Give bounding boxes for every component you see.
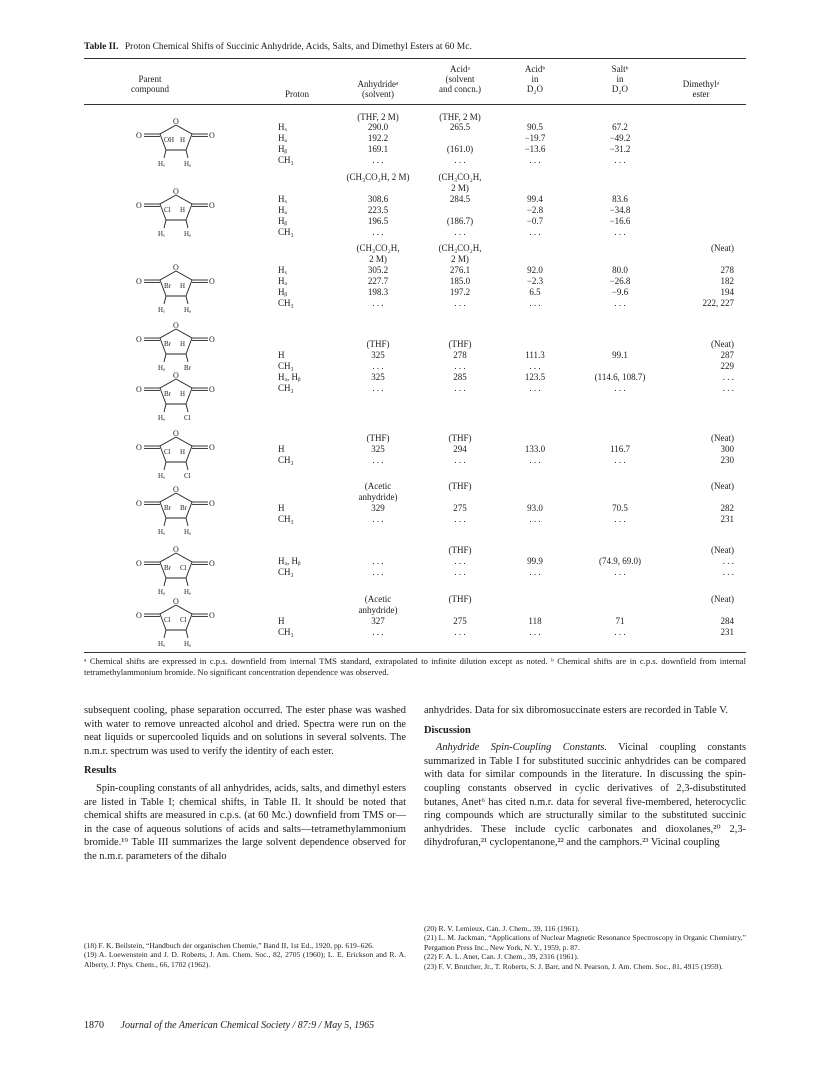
cell-ester: 194	[720, 287, 734, 297]
cell-anhydride: . . .	[372, 361, 384, 371]
svg-text:H: H	[180, 136, 186, 144]
cell-ester: (Neat)	[711, 594, 734, 604]
results-heading: Results	[84, 765, 117, 777]
cell-acid-solvent: (CH₃CO₂H,	[438, 172, 482, 182]
cell-anhydride: (CH₃CO₂H,	[356, 243, 400, 253]
cell-anhydride: 325	[371, 372, 385, 382]
svg-text:O: O	[136, 559, 142, 568]
reference-18: (18) F. K. Beilstein, “Handbuch der organischen Chemie,” Band II, 1st Ed., 1920, pp. 619–626.	[84, 941, 374, 950]
cell-acid-solvent: . . .	[454, 567, 466, 577]
cell-acid-d2o: −2.8	[526, 205, 544, 215]
svg-text:O: O	[136, 335, 142, 344]
cell-salt-d2o: 80.0	[612, 265, 628, 275]
svg-text:O: O	[173, 263, 179, 272]
cell-acid-d2o: 90.5	[527, 122, 543, 132]
cell-acid-d2o: −19.7	[524, 133, 546, 143]
cell-anhydride: 329	[371, 503, 385, 513]
svg-text:Cl: Cl	[164, 448, 171, 456]
cell-anhydride: (THF, 2 M)	[357, 112, 399, 122]
cell-acid-solvent: (186.7)	[446, 216, 474, 226]
cell-anhydride: 169.1	[367, 144, 389, 154]
cell-ester: . . .	[722, 567, 734, 577]
cell-acid-d2o: . . .	[529, 383, 541, 393]
cell-acid-d2o: . . .	[529, 455, 541, 465]
header-anhydride: Anhydrideᵃ (solvent)	[357, 79, 399, 99]
svg-text:O: O	[136, 201, 142, 210]
cell-anhydride: 196.5	[367, 216, 389, 226]
cell-salt-d2o: . . .	[614, 514, 626, 524]
succinic-anhydride-structure	[126, 114, 236, 174]
cell-salt-d2o: −16.6	[609, 216, 631, 226]
cell-anhydride: 325	[371, 350, 385, 360]
svg-text:O: O	[209, 335, 215, 344]
cell-acid-solvent: 285	[453, 372, 467, 382]
svg-text:O: O	[209, 201, 215, 210]
cell-acid-d2o: . . .	[529, 155, 541, 165]
cell-acid-solvent: 278	[453, 350, 467, 360]
cell-acid-solvent: 284.5	[449, 194, 471, 204]
succinic-anhydride-structure	[126, 594, 236, 654]
cell-proton: CH₃	[278, 514, 294, 524]
cell-salt-d2o: (74.9, 69.0)	[599, 556, 641, 566]
discussion-heading: Discussion	[424, 724, 471, 736]
svg-text:O: O	[136, 611, 142, 620]
cell-acid-d2o: 6.5	[529, 287, 541, 297]
cell-ester: (Neat)	[711, 481, 734, 491]
table-bottom-rule	[84, 652, 746, 653]
svg-text:O: O	[173, 117, 179, 126]
journal-citation: Journal of the American Chemical Society / 87:9 / May 5, 1965	[120, 1020, 375, 1031]
svg-text:Cl: Cl	[184, 472, 191, 480]
cell-acid-solvent: (THF, 2 M)	[439, 112, 481, 122]
svg-text:O: O	[136, 385, 142, 394]
cell-proton: Hₓ	[278, 194, 288, 204]
svg-text:Hₐ: Hₐ	[184, 306, 191, 314]
svg-text:Hₐ: Hₐ	[158, 588, 165, 596]
cell-anhydride: 198.3	[367, 287, 389, 297]
svg-text:H: H	[180, 340, 186, 348]
cell-ester: 278	[720, 265, 734, 275]
cell-proton: H	[278, 616, 285, 626]
cell-proton: H	[278, 444, 285, 454]
cell-acid-d2o: . . .	[529, 514, 541, 524]
cell-acid-d2o: −2.3	[526, 276, 544, 286]
cell-proton: CH₃	[278, 567, 294, 577]
cell-anhydride: 2 M)	[369, 254, 387, 264]
cell-acid-solvent: (THF)	[448, 545, 472, 555]
right-paragraph-1: anhydrides. Data for six dibromosuccinate esters are recorded in Table V.	[424, 705, 728, 716]
cell-anhydride: . . .	[372, 227, 384, 237]
cell-proton: Hₐ	[278, 205, 287, 215]
left-paragraph-1: subsequent cooling, phase separation occurred. The ester phase was washed with water to remove unreacted alcohol and dried. Spectra were run on the neat liquids or supercooled liquids and on solutions in several solvents. The n.m.r. spectrum was used to verify the identity of each ester.	[84, 705, 406, 757]
cell-anhydride: 227.7	[367, 276, 389, 286]
cell-proton: Hₐ	[278, 133, 287, 143]
svg-text:Hₓ: Hₓ	[158, 306, 166, 314]
cell-proton: Hₐ	[278, 276, 287, 286]
cell-proton: Hₐ, Hᵦ	[278, 556, 301, 566]
cell-acid-d2o: 133.0	[524, 444, 546, 454]
cell-anhydride: 308.6	[367, 194, 389, 204]
table-title: Proton Chemical Shifts of Succinic Anhydride, Acids, Salts, and Dimethyl Esters at 60 Mc.	[124, 42, 472, 52]
cell-salt-d2o: . . .	[614, 627, 626, 637]
cell-ester: 284	[720, 616, 734, 626]
cell-anhydride: (Acetic	[364, 481, 392, 491]
succinic-anhydride-structure	[126, 542, 236, 602]
cell-ester: 231	[720, 514, 734, 524]
cell-acid-solvent: (161.0)	[446, 144, 474, 154]
cell-anhydride: (THF)	[366, 339, 390, 349]
cell-ester: 287	[720, 350, 734, 360]
svg-text:O: O	[209, 443, 215, 452]
cell-acid-d2o: −13.6	[524, 144, 546, 154]
subsection-title: Anhydride Spin-Coupling Constants.	[436, 742, 607, 754]
svg-text:OH: OH	[164, 136, 175, 144]
cell-anhydride: anhydride)	[358, 605, 398, 615]
svg-text:Hₓ: Hₓ	[158, 230, 166, 238]
header-dimethyl-ester: Dimethylᵃ ester	[682, 79, 720, 99]
cell-proton: Hᵦ	[278, 144, 288, 154]
succinic-anhydride-structure	[126, 260, 236, 320]
svg-text:O: O	[173, 187, 179, 196]
table-top-rule	[84, 58, 746, 59]
cell-anhydride: 327	[371, 616, 385, 626]
svg-text:H: H	[180, 282, 186, 290]
cell-acid-d2o: 99.4	[527, 194, 543, 204]
cell-anhydride: 325	[371, 444, 385, 454]
reference-22: (22) F. A. L. Anet, Can. J. Chem., 39, 2316 (1961).	[424, 952, 579, 962]
table-label: Table II.	[84, 42, 119, 52]
svg-text:Hₐ: Hₐ	[184, 528, 191, 536]
cell-ester: (Neat)	[711, 433, 734, 443]
cell-acid-solvent: 275	[453, 503, 467, 513]
svg-text:O: O	[136, 277, 142, 286]
svg-text:Cl: Cl	[184, 414, 191, 422]
cell-ester: . . .	[722, 556, 734, 566]
header-acid-solvent: Acidᵃ (solvent and concn.)	[439, 64, 481, 94]
right-column	[424, 704, 746, 850]
cell-ester: 182	[720, 276, 734, 286]
cell-acid-d2o: −0.7	[526, 216, 544, 226]
cell-acid-solvent: . . .	[454, 155, 466, 165]
svg-text:O: O	[209, 131, 215, 140]
cell-anhydride: . . .	[372, 514, 384, 524]
right-references	[424, 924, 746, 971]
cell-acid-solvent: 197.2	[449, 287, 471, 297]
svg-text:H: H	[180, 448, 186, 456]
cell-acid-solvent: . . .	[454, 361, 466, 371]
cell-salt-d2o: −9.6	[611, 287, 629, 297]
svg-text:O: O	[209, 385, 215, 394]
cell-salt-d2o: 67.2	[612, 122, 628, 132]
cell-acid-d2o: . . .	[529, 567, 541, 577]
left-references	[84, 941, 406, 969]
cell-anhydride: . . .	[372, 567, 384, 577]
svg-text:Hₐ: Hₐ	[184, 588, 191, 596]
svg-text:Br: Br	[164, 504, 171, 512]
cell-proton: Hᵦ	[278, 287, 288, 297]
svg-text:Hₐ: Hₐ	[158, 528, 165, 536]
cell-ester: 300	[720, 444, 734, 454]
left-paragraph-2: Spin-coupling constants of all anhydrides, acids, salts, and dimethyl esters are listed in Table I; chemical shifts, in Table II. It should be noted that chemical shifts are measured in c.p.s. (at 60 Mc.) downfield from TMS or—in the case of aqueous solutions of acids and salts—tetramethylammonium bromide.¹⁹ Table III summarizes the large solvent dependence observed for the n.m.r. parameters of the dihalo	[84, 782, 406, 862]
cell-salt-d2o: 83.6	[612, 194, 628, 204]
cell-proton: CH₃	[278, 298, 294, 308]
cell-acid-d2o: 92.0	[527, 265, 543, 275]
cell-salt-d2o: −49.2	[609, 133, 631, 143]
svg-text:O: O	[209, 499, 215, 508]
reference-20: (20) R. V. Lemieux, Can. J. Chem., 39, 116 (1961).	[424, 924, 580, 933]
cell-acid-solvent: . . .	[454, 455, 466, 465]
cell-acid-d2o: . . .	[529, 298, 541, 308]
cell-anhydride: . . .	[372, 298, 384, 308]
cell-acid-solvent: 294	[453, 444, 467, 454]
cell-proton: CH₃	[278, 361, 294, 371]
svg-text:O: O	[209, 559, 215, 568]
cell-ester: (Neat)	[711, 243, 734, 253]
svg-text:Cl: Cl	[180, 616, 187, 624]
cell-acid-solvent: . . .	[454, 514, 466, 524]
svg-text:O: O	[173, 429, 179, 438]
left-column	[84, 704, 406, 864]
svg-text:O: O	[173, 371, 179, 380]
svg-text:O: O	[136, 499, 142, 508]
page-number: 1870	[84, 1020, 104, 1031]
cell-proton: Hₓ	[278, 265, 288, 275]
cell-acid-solvent: (THF)	[448, 433, 472, 443]
header-salt-d2o: Saltᵇ in D₂O	[611, 64, 629, 94]
cell-acid-solvent: 185.0	[449, 276, 471, 286]
right-paragraph-2: Anhydride Spin-Coupling Constants. Vicinal coupling constants summarized in Table I for substituted succinic anhydrides can be compared with data for similar compounds in the literature. In discussing the spin-coupling constants observed in cyclic derivatives of 2,3-disubstituted butanes, Anet⁶ has cited n.m.r. data for several five-membered, heterocyclic ring compounds which are structurally similar to the substituted succinic anhydrides. These include cyclic carbonates and dioxolanes,²⁰ 2,3-dihydrofuran,²¹ cyclopentanone,²² and the camphors.²³ Vicinal coupling	[424, 742, 746, 849]
cell-acid-d2o: 118	[528, 616, 542, 626]
svg-text:O: O	[136, 131, 142, 140]
cell-proton: CH₃	[278, 455, 294, 465]
cell-ester: . . .	[722, 383, 734, 393]
cell-ester: (Neat)	[711, 339, 734, 349]
cell-ester: 230	[720, 455, 734, 465]
cell-proton: H	[278, 350, 285, 360]
cell-acid-solvent: 2 M)	[451, 183, 469, 193]
svg-text:Br: Br	[164, 340, 171, 348]
svg-text:Hₐ: Hₐ	[184, 640, 191, 648]
reference-23: (23) F. V. Brutcher, Jr., T. Roberts, S. J. Barr, and N. Pearson, J. Am. Chem. Soc., 81, 4915 (1959).	[424, 961, 724, 971]
svg-text:Hₐ: Hₐ	[158, 472, 165, 480]
cell-salt-d2o: . . .	[614, 227, 626, 237]
cell-acid-solvent: . . .	[454, 556, 466, 566]
cell-ester: (Neat)	[711, 545, 734, 555]
cell-anhydride: (CH₃CO₂H, 2 M)	[346, 172, 410, 182]
cell-salt-d2o: 70.5	[612, 503, 628, 513]
cell-acid-d2o: . . .	[529, 227, 541, 237]
svg-text:Br: Br	[180, 504, 187, 512]
cell-acid-d2o: 93.0	[527, 503, 543, 513]
cell-acid-solvent: 265.5	[449, 122, 471, 132]
cell-acid-solvent: 275	[453, 616, 467, 626]
svg-text:Br: Br	[184, 364, 191, 372]
cell-ester: 282	[720, 503, 734, 513]
cell-salt-d2o: −26.8	[609, 276, 631, 286]
cell-proton: CH₃	[278, 627, 294, 637]
cell-anhydride: . . .	[372, 383, 384, 393]
cell-salt-d2o: (114.6, 108.7)	[594, 372, 646, 382]
cell-acid-solvent: (CH₃CO₂H,	[438, 243, 482, 253]
cell-anhydride: . . .	[372, 627, 384, 637]
table-footnote: ᵃ Chemical shifts are expressed in c.p.s. downfield from internal TMS standard, extrapolated to infinite dilution except as noted. ᵇ Chemical shifts are in c.p.s. downfield from internal tetramethylammonium bromide. No significant concentration dependence was observed.	[84, 656, 746, 677]
cell-proton: Hᵦ	[278, 216, 288, 226]
cell-salt-d2o: . . .	[614, 567, 626, 577]
header-parent-compound: Parent compound	[131, 74, 169, 94]
reference-19: (19) A. Loewenstein and J. D. Roberts, J. Am. Chem. Soc., 82, 2705 (1960); L. E. Erickson and R. A. Alberty, J. Phys. Chem., 66, 1702 (1962).	[84, 950, 406, 969]
cell-acid-solvent: (THF)	[448, 339, 472, 349]
cell-proton: CH₃	[278, 383, 294, 393]
cell-anhydride: 192.2	[367, 133, 389, 143]
svg-text:O: O	[136, 443, 142, 452]
cell-anhydride: 290.0	[367, 122, 389, 132]
cell-ester: 229	[720, 361, 734, 371]
page-footer	[84, 1020, 374, 1031]
svg-text:Hₐ: Hₐ	[158, 414, 165, 422]
cell-salt-d2o: 116.7	[610, 444, 630, 454]
cell-salt-d2o: −34.8	[609, 205, 631, 215]
cell-acid-solvent: . . .	[454, 383, 466, 393]
cell-anhydride: . . .	[372, 455, 384, 465]
cell-acid-solvent: . . .	[454, 227, 466, 237]
cell-proton: Hₐ, Hᵦ	[278, 372, 301, 382]
svg-text:O: O	[173, 597, 179, 606]
svg-text:O: O	[173, 485, 179, 494]
cell-salt-d2o: . . .	[614, 455, 626, 465]
cell-acid-solvent: (THF)	[448, 481, 472, 491]
cell-salt-d2o: −31.2	[609, 144, 631, 154]
cell-acid-d2o: 123.5	[524, 372, 546, 382]
svg-text:O: O	[209, 277, 215, 286]
cell-ester: 222, 227	[702, 298, 734, 308]
cell-anhydride: 305.2	[367, 265, 389, 275]
cell-salt-d2o: . . .	[614, 298, 626, 308]
header-proton: Proton	[284, 89, 309, 99]
cell-salt-d2o: 99.1	[612, 350, 628, 360]
cell-proton: CH₃	[278, 155, 294, 165]
cell-acid-solvent: 2 M)	[451, 254, 469, 264]
cell-ester: . . .	[722, 372, 734, 382]
svg-text:O: O	[209, 611, 215, 620]
svg-text:O: O	[173, 545, 179, 554]
svg-text:Hₐ: Hₐ	[184, 230, 191, 238]
cell-proton: H	[278, 503, 285, 513]
cell-acid-d2o: 111.3	[525, 350, 545, 360]
cell-anhydride: (Acetic	[364, 594, 392, 604]
svg-text:Hₐ: Hₐ	[184, 160, 191, 168]
succinic-anhydride-structure	[126, 426, 236, 486]
cell-salt-d2o: . . .	[614, 155, 626, 165]
cell-anhydride: . . .	[372, 556, 384, 566]
svg-text:H: H	[180, 390, 186, 398]
cell-acid-d2o: 99.9	[527, 556, 543, 566]
header-acid-d2o: Acidᵇ in D₂O	[524, 64, 546, 94]
reference-21: (21) L. M. Jackman, “Applications of Nuclear Magnetic Resonance Spectroscopy in Organic Chemistry,” Pergamon Press Inc., New York, N. Y., 1959, p. 87.	[424, 933, 746, 952]
svg-text:Hₐ: Hₐ	[158, 364, 165, 372]
succinic-anhydride-structure	[126, 482, 236, 542]
cell-proton: Hₓ	[278, 122, 288, 132]
cell-proton: CH₃	[278, 227, 294, 237]
svg-text:Br: Br	[164, 282, 171, 290]
cell-acid-solvent: 276.1	[449, 265, 471, 275]
cell-acid-d2o: . . .	[529, 361, 541, 371]
svg-text:Hₐ: Hₐ	[158, 640, 165, 648]
cell-anhydride: . . .	[372, 155, 384, 165]
svg-text:Hₓ: Hₓ	[158, 160, 166, 168]
svg-text:Br: Br	[164, 564, 171, 572]
table-header-rule	[84, 104, 746, 105]
cell-salt-d2o: . . .	[614, 383, 626, 393]
cell-anhydride: 223.5	[367, 205, 389, 215]
succinic-anhydride-structure	[126, 184, 236, 244]
svg-text:Cl: Cl	[164, 616, 171, 624]
cell-acid-solvent: (THF)	[448, 594, 472, 604]
cell-anhydride: (THF)	[366, 433, 390, 443]
svg-text:O: O	[173, 321, 179, 330]
cell-acid-solvent: . . .	[454, 627, 466, 637]
cell-salt-d2o: 71	[615, 616, 625, 626]
succinic-anhydride-structure	[126, 368, 236, 428]
cell-ester: 231	[720, 627, 734, 637]
svg-text:H: H	[180, 206, 186, 214]
cell-anhydride: anhydride)	[358, 492, 398, 502]
svg-text:Br: Br	[164, 390, 171, 398]
svg-text:Cl: Cl	[164, 206, 171, 214]
table-caption	[84, 42, 472, 52]
svg-text:Cl: Cl	[180, 564, 187, 572]
cell-acid-solvent: . . .	[454, 298, 466, 308]
cell-acid-d2o: . . .	[529, 627, 541, 637]
